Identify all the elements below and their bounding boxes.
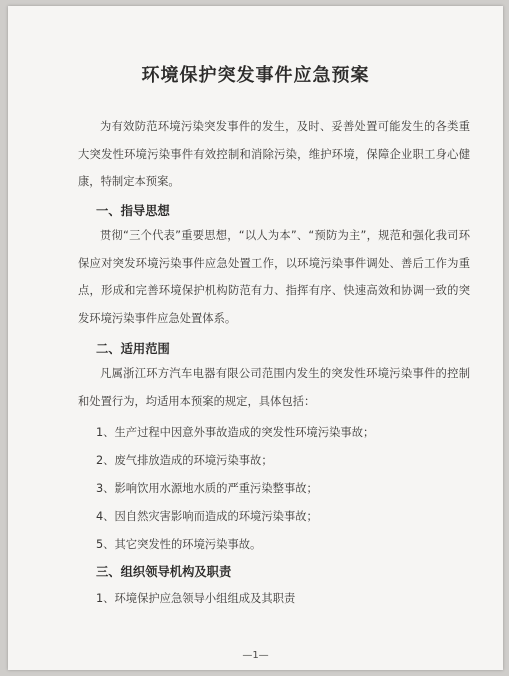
section-text-scope: 凡属浙江环方汽车电器有限公司范围内发生的突发性环境污染事件的控制和处置行为，均适用本预案的规定，具体包括： <box>78 367 470 408</box>
section-heading-scope: 二、适用范围 <box>96 342 170 356</box>
document-title: 环境保护突发事件应急预案 <box>141 65 370 86</box>
intro-paragraph: 为有效防范环境污染突发事件的发生，及时、妥善处置可能发生的各类重大突发性环境污染事件有效控制和消除污染，维护环境，保障企业职工身心健康，特制定本预案。 <box>78 120 470 188</box>
section-heading-guiding-ideology: 一、指导思想 <box>96 204 170 218</box>
scope-list-item: 4、因自然灾害影响而造成的环境污染事故； <box>96 510 318 523</box>
scope-list-item: 2、废气排放造成的环境污染事故； <box>96 454 273 467</box>
section-text-guiding-ideology: 贯彻“三个代表”重要思想，“以人为本”、“预防为主”，规范和强化我司环保应对突发环境污染事件应急处置工作，以环境污染事件调处、善后工作为重点，形成和完善环境保护机构防范有力、指挥有序、快速高效和协调一致的突发环境污染事件应急处置体系。 <box>78 229 470 325</box>
scope-list-item: 5、其它突发性的环境污染事故。 <box>96 538 262 551</box>
page-number: —1— <box>242 650 269 661</box>
section-heading-organization: 三、组织领导机构及职责 <box>96 565 232 579</box>
scope-list-item: 1、生产过程中因意外事故造成的突发性环境污染事故； <box>96 426 375 439</box>
scope-list-item: 3、影响饮用水源地水质的严重污染整事故； <box>96 482 318 495</box>
organization-list-item: 1、环境保护应急领导小组组成及其职责 <box>96 592 296 605</box>
document-page <box>8 6 503 670</box>
